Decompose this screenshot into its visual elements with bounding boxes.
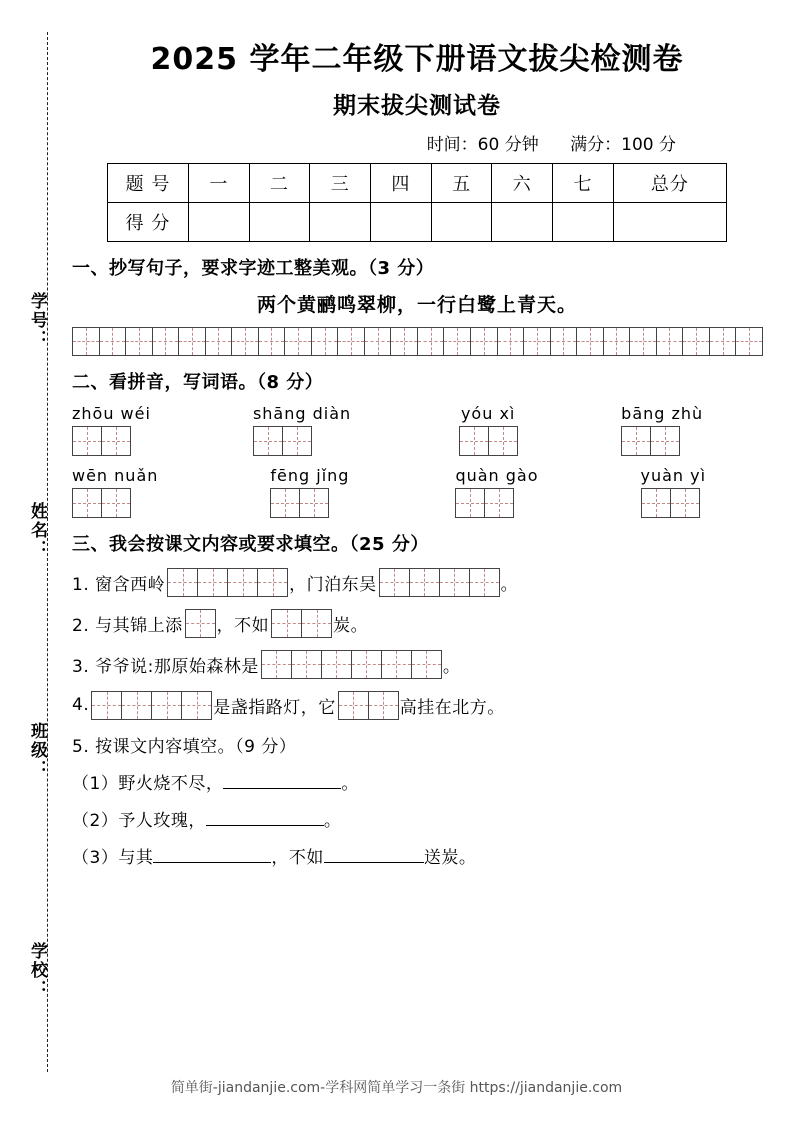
question-text: 是盏指路灯，它 [213, 697, 336, 718]
pinyin-text: quàn gào [455, 465, 539, 485]
writing-grid-cell[interactable] [488, 426, 518, 456]
question-text: 2. 与其锦上添 [72, 615, 183, 636]
answer-blank[interactable] [153, 845, 271, 863]
answer-blank[interactable] [324, 845, 424, 863]
paper-content [72, 40, 762, 868]
question-text: （2）予人玫瑰， [72, 810, 206, 831]
pinyin-answer-grid[interactable] [459, 426, 517, 456]
writing-grid-cell[interactable] [321, 650, 352, 679]
writing-grid-cell[interactable] [231, 327, 259, 356]
fill-in-question [72, 691, 762, 720]
fill-in-question [72, 568, 762, 597]
answer-grid[interactable] [261, 650, 441, 679]
pinyin-word-item [72, 404, 151, 456]
side-label-student-id: 学号： [27, 292, 47, 349]
writing-grid-cell[interactable] [178, 327, 206, 356]
score-table-rowheader: 题 号 [108, 163, 189, 202]
score-table-cell: 一 [189, 163, 250, 202]
pinyin-word-item [455, 466, 538, 518]
writing-grid-cell[interactable] [650, 426, 680, 456]
pinyin-answer-grid[interactable] [641, 488, 707, 518]
question-text: ，不如 [271, 847, 324, 868]
score-table-cell[interactable] [371, 202, 432, 241]
answer-grid[interactable] [185, 609, 215, 638]
writing-grid-cell[interactable] [101, 426, 131, 456]
score-table-cell: 三 [310, 163, 371, 202]
time-limit-label: 时间：60 分钟 [426, 134, 539, 155]
writing-grid-cell[interactable] [497, 327, 525, 356]
writing-grid-cell[interactable] [337, 327, 365, 356]
pinyin-answer-grid[interactable] [455, 488, 538, 518]
question-text: ，不如 [216, 615, 270, 636]
pinyin-text: yóu xì [460, 403, 516, 423]
pinyin-word-item [253, 404, 351, 456]
writing-grid-cell[interactable] [364, 327, 392, 356]
question-text: 4. [72, 695, 90, 715]
score-table-cell[interactable] [553, 202, 614, 241]
writing-grid-cell[interactable] [311, 327, 339, 356]
page-subtitle: 期末拔尖测试卷 [333, 92, 501, 119]
writing-grid-cell[interactable] [409, 568, 440, 597]
writing-grid-cell[interactable] [258, 327, 286, 356]
answer-grid[interactable] [271, 609, 331, 638]
writing-grid-cell[interactable] [152, 327, 180, 356]
section-3-heading: 三、我会按课文内容或要求填空。（25 分） [72, 533, 429, 555]
writing-grid-cell[interactable] [550, 327, 578, 356]
question-text: 送炭。 [423, 847, 477, 868]
writing-grid-cell[interactable] [125, 327, 153, 356]
writing-grid-cell[interactable] [735, 327, 763, 356]
question-text: 1. 窗含西岭 [72, 574, 166, 595]
writing-grid-cell[interactable] [72, 426, 102, 456]
side-label-school: 学校： [27, 942, 47, 999]
writing-grid-cell[interactable] [121, 691, 152, 720]
writing-grid-cell[interactable] [411, 650, 442, 679]
score-table-cell[interactable] [613, 202, 726, 241]
writing-grid-cell[interactable] [301, 609, 332, 638]
score-table-cell: 七 [553, 163, 614, 202]
score-table [107, 163, 727, 242]
writing-grid-cell[interactable] [379, 568, 410, 597]
answer-blank[interactable] [206, 808, 324, 826]
question-text: 3. 爷爷说:那原始森林是 [72, 656, 259, 677]
fill-in-blank-question [72, 769, 762, 794]
writing-grid-cell[interactable] [621, 426, 651, 456]
score-table-cell[interactable] [249, 202, 310, 241]
section-3-items [72, 568, 762, 720]
pinyin-answer-grid[interactable] [253, 426, 351, 456]
footer-watermark: 简单街-jiandanjie.com-学科网简单学习一条街 https://jiandanjie.com [170, 1080, 623, 1096]
score-table-cell: 五 [431, 163, 492, 202]
writing-grid-cell[interactable] [205, 327, 233, 356]
fill-in-blank-question [72, 843, 762, 868]
answer-grid[interactable] [379, 568, 499, 597]
question-text: （3）与其 [72, 847, 154, 868]
section-1-heading: 一、抄写句子，要求字迹工整美观。（3 分） [72, 257, 435, 279]
total-score-label: 满分：100 分 [570, 134, 676, 155]
question-text: 。 [341, 773, 359, 794]
section-2-heading: 二、看拼音，写词语。（8 分） [72, 371, 324, 393]
writing-grid-cell[interactable] [270, 488, 300, 518]
writing-grid-cell[interactable] [271, 609, 302, 638]
fill-in-question [72, 650, 762, 679]
section-1-sentence: 两个黄鹂鸣翠柳，一行白鹭上青天。 [256, 293, 577, 316]
writing-grid-cell[interactable] [368, 691, 399, 720]
question-text: 炭。 [333, 615, 369, 636]
copy-grid-row[interactable] [72, 327, 762, 356]
pinyin-text: zhōu wéi [72, 403, 151, 423]
pinyin-text: shāng diàn [252, 403, 352, 423]
writing-grid-cell[interactable] [603, 327, 631, 356]
writing-grid-cell[interactable] [227, 568, 258, 597]
writing-grid-cell[interactable] [282, 426, 312, 456]
pinyin-row-1 [72, 404, 762, 456]
answer-blank[interactable] [223, 771, 341, 789]
side-label-group [24, 32, 50, 1072]
score-table-cell: 二 [249, 163, 310, 202]
writing-grid-cell[interactable] [299, 488, 329, 518]
writing-grid-cell[interactable] [284, 327, 312, 356]
writing-grid-cell[interactable] [91, 691, 122, 720]
writing-grid-cell[interactable] [197, 568, 228, 597]
writing-grid-cell[interactable] [459, 426, 489, 456]
writing-grid-cell[interactable] [641, 488, 671, 518]
answer-grid[interactable] [167, 568, 287, 597]
writing-grid-cell[interactable] [291, 650, 322, 679]
pinyin-word-item [621, 404, 703, 456]
question-text: ，门泊东吴 [289, 574, 377, 595]
writing-grid-cell[interactable] [682, 327, 710, 356]
writing-grid-cell[interactable] [72, 327, 100, 356]
pinyin-answer-grid[interactable] [72, 488, 158, 518]
writing-grid-cell[interactable] [381, 650, 412, 679]
page-title: 2025 学年二年级下册语文拔尖检测卷 [150, 42, 684, 77]
pinyin-word-item [72, 466, 158, 518]
writing-grid-cell[interactable] [167, 568, 198, 597]
pinyin-word-item [641, 466, 707, 518]
question-text: 。 [323, 810, 342, 831]
writing-grid-cell[interactable] [709, 327, 737, 356]
writing-grid-cell[interactable] [484, 488, 514, 518]
question-text: 高挂在北方。 [399, 697, 505, 718]
pinyin-answer-grid[interactable] [72, 426, 151, 456]
answer-grid[interactable] [91, 691, 211, 720]
pinyin-word-item [459, 404, 517, 456]
table-row [108, 202, 727, 241]
side-label-name: 姓名： [27, 502, 47, 559]
writing-grid-cell[interactable] [656, 327, 684, 356]
writing-grid-cell[interactable] [101, 488, 131, 518]
writing-grid-cell[interactable] [455, 488, 485, 518]
writing-grid-cell[interactable] [351, 650, 382, 679]
writing-grid-cell[interactable] [629, 327, 657, 356]
question-text: 。 [442, 656, 461, 677]
pinyin-row-2 [72, 466, 762, 518]
section-3-sub-heading: 5. 按课文内容填空。（9 分） [72, 736, 297, 757]
writing-grid-cell[interactable] [253, 426, 283, 456]
score-table-cell[interactable] [492, 202, 553, 241]
writing-grid-cell[interactable] [390, 327, 418, 356]
writing-grid-cell[interactable] [185, 609, 216, 638]
pinyin-text: yuàn yì [640, 465, 707, 485]
fill-in-question [72, 609, 762, 638]
writing-grid-cell[interactable] [439, 568, 470, 597]
score-table-cell: 六 [492, 163, 553, 202]
writing-grid-cell[interactable] [670, 488, 700, 518]
writing-grid-cell[interactable] [181, 691, 212, 720]
pinyin-text: wēn nuǎn [72, 465, 159, 485]
writing-grid-cell[interactable] [99, 327, 127, 356]
pinyin-word-item [270, 466, 349, 518]
table-row [108, 163, 727, 202]
score-table-cell[interactable] [310, 202, 371, 241]
answer-grid[interactable] [338, 691, 398, 720]
pinyin-text: bāng zhù [621, 403, 704, 423]
writing-grid-cell[interactable] [470, 327, 498, 356]
writing-grid-cell[interactable] [151, 691, 182, 720]
score-table-rowheader: 得 分 [108, 202, 189, 241]
score-table-cell[interactable] [431, 202, 492, 241]
pinyin-answer-grid[interactable] [621, 426, 703, 456]
exam-meta [72, 130, 762, 155]
question-text: 。 [500, 574, 519, 595]
side-label-class: 班级： [27, 722, 47, 779]
writing-grid-cell[interactable] [576, 327, 604, 356]
score-table-cell: 总分 [613, 163, 726, 202]
writing-grid-cell[interactable] [523, 327, 551, 356]
score-table-cell: 四 [371, 163, 432, 202]
writing-grid-cell[interactable] [417, 327, 445, 356]
writing-grid-cell[interactable] [338, 691, 369, 720]
pinyin-text: fēng jǐng [270, 465, 350, 485]
writing-grid-cell[interactable] [72, 488, 102, 518]
pinyin-answer-grid[interactable] [270, 488, 349, 518]
writing-grid-cell[interactable] [261, 650, 292, 679]
writing-grid-cell[interactable] [257, 568, 288, 597]
writing-grid-cell[interactable] [443, 327, 471, 356]
fill-in-blank-question [72, 806, 762, 831]
question-text: （1）野火烧不尽， [72, 773, 224, 794]
writing-grid-cell[interactable] [469, 568, 500, 597]
section-3-sub-items [72, 769, 762, 868]
score-table-cell[interactable] [189, 202, 250, 241]
